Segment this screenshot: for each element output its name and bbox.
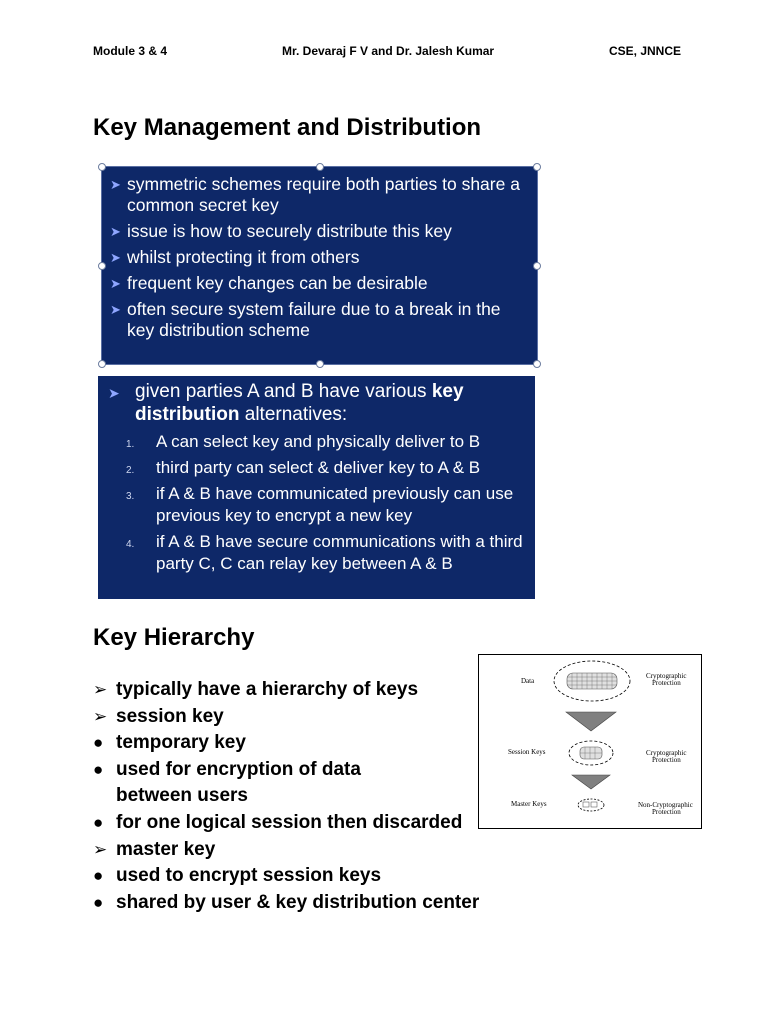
slide-key-management[interactable] xyxy=(101,166,538,365)
diagram-label-noncrypto-l2: Protection xyxy=(652,808,681,816)
slide1-item: ➤ issue is how to securely distribute this key xyxy=(110,221,452,241)
slide2-lead: ➤ given parties A and B have various key distribution alternatives: xyxy=(108,381,464,425)
arrow-bullet-icon: ➤ xyxy=(110,177,121,192)
slide1-item: ➤ whilst protecting it from others xyxy=(110,247,360,267)
hierarchy-arrow-large-icon xyxy=(566,712,616,731)
dot-bullet-icon: ● xyxy=(93,812,104,832)
slide1-item: ➤ frequent key changes can be desirable xyxy=(110,273,428,293)
diagram-label-crypto1-l1: Cryptographic xyxy=(646,672,687,680)
key-hierarchy-diagram xyxy=(478,654,702,829)
header-module: Module 3 & 4 xyxy=(93,44,168,58)
slide2-item: 2. third party can select & deliver key to A & B xyxy=(126,458,481,477)
resize-handle-bottom-right[interactable] xyxy=(533,360,541,368)
resize-handle-left[interactable] xyxy=(98,262,106,270)
header-authors: Mr. Devaraj F V and Dr. Jalesh Kumar xyxy=(282,44,495,58)
dot-bullet-icon: ● xyxy=(93,892,104,912)
dot-bullet-icon: ● xyxy=(93,866,104,886)
list-item: ➢ session key xyxy=(93,704,533,731)
header-department: CSE, JNNCE xyxy=(609,44,682,58)
resize-handle-top[interactable] xyxy=(316,163,324,171)
resize-handle-right[interactable] xyxy=(533,262,541,270)
arrow-bullet-icon: ➤ xyxy=(110,224,121,239)
slide-key-distribution xyxy=(98,376,535,599)
slide2-item: 4. if A & B have secure communications with a third party C, C can relay key between A & B xyxy=(126,532,523,573)
diagram-label-crypto1-l2: Protection xyxy=(652,679,681,687)
resize-handle-top-left[interactable] xyxy=(98,163,106,171)
arrow-bullet-icon: ➢ xyxy=(93,706,108,726)
dot-bullet-icon: ● xyxy=(93,733,104,753)
section-title-key-management: Key Management and Distribution xyxy=(93,114,482,141)
slide2-item: 3. if A & B have communicated previously can use previous key to encrypt a new key xyxy=(126,484,514,525)
diagram-label-noncrypto-l1: Non-Cryptographic xyxy=(638,801,693,809)
list-item: ● shared by user & key distribution center xyxy=(93,890,533,917)
arrow-bullet-icon: ➢ xyxy=(93,839,108,859)
key-hierarchy-figure xyxy=(479,655,701,828)
diagram-label-crypto2-l1: Cryptographic xyxy=(646,749,687,757)
hierarchy-arrow-small-icon xyxy=(572,775,610,789)
master-key-block-icon xyxy=(591,802,597,807)
key-hierarchy-list xyxy=(93,677,533,916)
list-item: ● for one logical session then discarded xyxy=(93,810,533,837)
diagram-label-crypto2-l2: Protection xyxy=(652,756,681,764)
resize-handle-top-right[interactable] xyxy=(533,163,541,171)
slide2-item: 1. A can select key and physically deliver to B xyxy=(126,432,481,451)
dot-bullet-icon: ● xyxy=(93,759,104,779)
list-item: ● used to encrypt session keys xyxy=(93,863,533,890)
arrow-bullet-icon: ➢ xyxy=(93,680,108,699)
list-item: ➢ master key xyxy=(93,837,533,864)
resize-handle-bottom[interactable] xyxy=(316,360,324,368)
diagram-label-master-keys: Master Keys xyxy=(511,800,547,808)
section-title-key-hierarchy: Key Hierarchy xyxy=(93,624,255,651)
slide1-item: ➤ often secure system failure due to a break in the key distribution scheme xyxy=(110,299,501,340)
arrow-bullet-icon: ➤ xyxy=(110,250,121,265)
slide2-numbered-list xyxy=(126,431,529,579)
list-item: ➢ typically have a hierarchy of keys xyxy=(93,677,533,704)
slide1-bullet-list xyxy=(110,174,531,346)
resize-handle-bottom-left[interactable] xyxy=(98,360,106,368)
diagram-label-session-keys: Session Keys xyxy=(508,748,546,756)
list-item: ● temporary key xyxy=(93,730,533,757)
master-key-block-icon xyxy=(583,802,589,807)
arrow-bullet-icon: ➤ xyxy=(110,302,121,317)
arrow-bullet-icon: ➤ xyxy=(108,385,120,401)
slide1-item: ➤ symmetric schemes require both parties to share a common secret key xyxy=(110,174,520,215)
arrow-bullet-icon: ➤ xyxy=(110,276,121,291)
list-item: ● used for encryption of data between users xyxy=(93,758,361,807)
diagram-label-data: Data xyxy=(521,677,535,685)
